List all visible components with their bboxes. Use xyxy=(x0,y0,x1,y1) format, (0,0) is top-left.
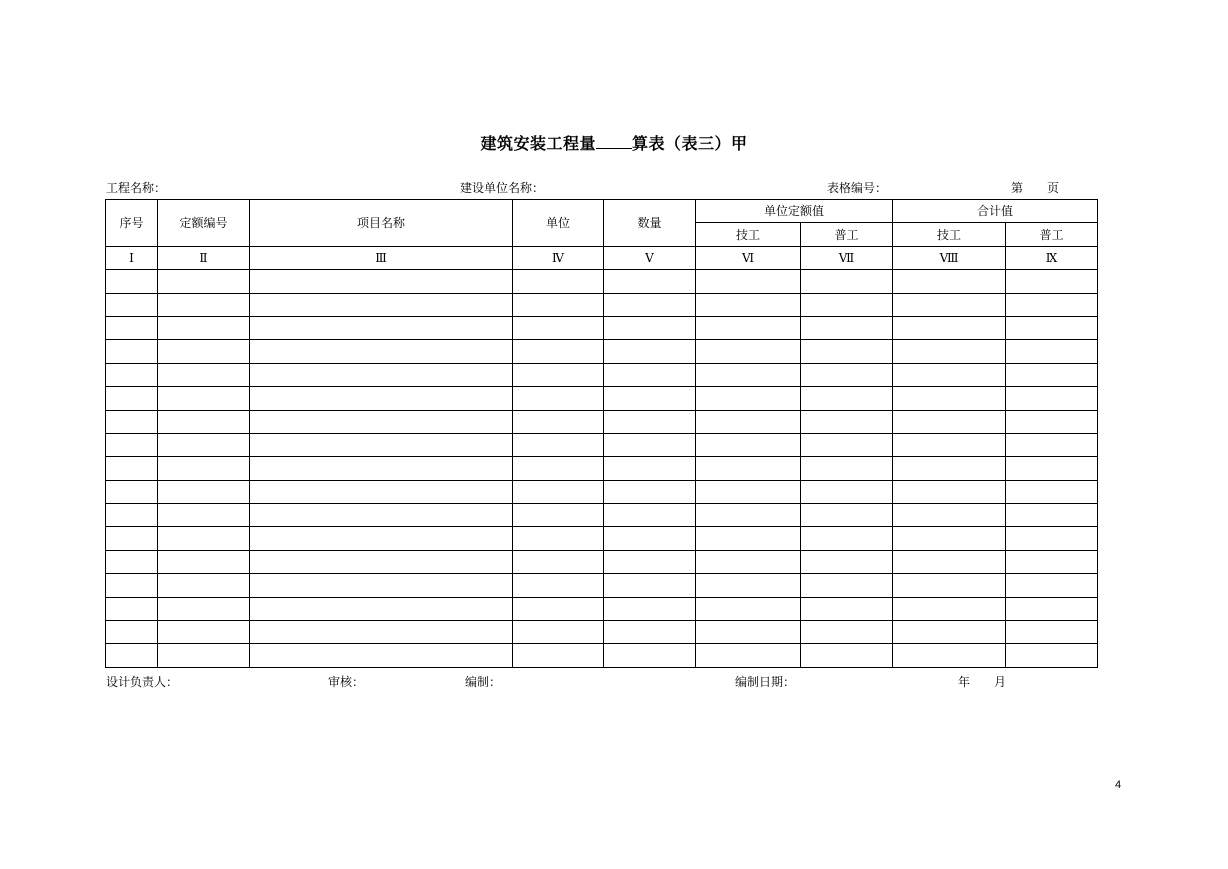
header-total-value: 合计值 xyxy=(893,200,1098,223)
table-cell[interactable] xyxy=(696,621,801,644)
table-cell[interactable] xyxy=(250,363,513,386)
table-row xyxy=(106,527,1098,550)
table-cell[interactable] xyxy=(158,316,250,339)
table-cell[interactable] xyxy=(1006,410,1098,433)
table-cell[interactable] xyxy=(250,457,513,480)
table-row xyxy=(106,410,1098,433)
table-row xyxy=(106,550,1098,573)
table-cell[interactable] xyxy=(1006,387,1098,410)
table-cell[interactable] xyxy=(1006,644,1098,667)
table-cell[interactable] xyxy=(893,457,1006,480)
table-cell[interactable] xyxy=(696,597,801,620)
table-cell[interactable] xyxy=(893,597,1006,620)
table-cell[interactable] xyxy=(1006,504,1098,527)
header-unit-skilled: 技工 xyxy=(696,223,801,246)
table-cell[interactable] xyxy=(801,433,893,456)
table-cell[interactable] xyxy=(158,363,250,386)
roman-cell-2: Ⅱ xyxy=(158,246,250,269)
header-unit: 单位 xyxy=(513,200,604,247)
table-cell[interactable] xyxy=(893,270,1006,293)
table-cell[interactable] xyxy=(1006,363,1098,386)
table-row xyxy=(106,574,1098,597)
form-title xyxy=(0,131,1228,154)
table-cell[interactable] xyxy=(1006,621,1098,644)
header-quantity: 数量 xyxy=(604,200,696,247)
table-row xyxy=(106,387,1098,410)
table-cell[interactable] xyxy=(1006,457,1098,480)
table-cell[interactable] xyxy=(893,433,1006,456)
table-row xyxy=(106,597,1098,620)
table-cell[interactable] xyxy=(106,644,158,667)
page-number: 4 xyxy=(1115,779,1122,791)
roman-cell-1: Ⅰ xyxy=(106,246,158,269)
table-cell[interactable] xyxy=(893,480,1006,503)
table-cell[interactable] xyxy=(604,457,696,480)
table-cell[interactable] xyxy=(893,340,1006,363)
table-cell[interactable] xyxy=(1006,574,1098,597)
table-cell[interactable] xyxy=(893,363,1006,386)
table-cell[interactable] xyxy=(893,410,1006,433)
table-cell[interactable] xyxy=(158,270,250,293)
table-cell[interactable] xyxy=(1006,340,1098,363)
table-cell[interactable] xyxy=(604,433,696,456)
table-cell[interactable] xyxy=(801,270,893,293)
table-cell[interactable] xyxy=(801,597,893,620)
table-body xyxy=(106,200,1098,668)
table-cell[interactable] xyxy=(801,550,893,573)
table-cell[interactable] xyxy=(250,527,513,550)
table-cell[interactable] xyxy=(801,504,893,527)
table-cell[interactable] xyxy=(696,574,801,597)
table-cell[interactable] xyxy=(893,527,1006,550)
table-cell[interactable] xyxy=(801,316,893,339)
table-cell[interactable] xyxy=(604,480,696,503)
table-cell[interactable] xyxy=(696,340,801,363)
header-quota-number: 定额编号 xyxy=(158,200,250,247)
table-cell[interactable] xyxy=(158,387,250,410)
table-cell[interactable] xyxy=(106,550,158,573)
table-cell[interactable] xyxy=(250,597,513,620)
table-cell[interactable] xyxy=(893,550,1006,573)
table-cell[interactable] xyxy=(1006,433,1098,456)
roman-cell-8: Ⅷ xyxy=(893,246,1006,269)
table-cell[interactable] xyxy=(513,410,604,433)
table-cell[interactable] xyxy=(801,293,893,316)
header-total-skilled: 技工 xyxy=(893,223,1006,246)
table-row xyxy=(106,644,1098,667)
table-cell[interactable] xyxy=(158,574,250,597)
table-cell[interactable] xyxy=(801,621,893,644)
table-row xyxy=(106,293,1098,316)
table-cell[interactable] xyxy=(696,527,801,550)
table-cell[interactable] xyxy=(513,550,604,573)
table-cell[interactable] xyxy=(1006,480,1098,503)
quantity-estimate-table xyxy=(105,199,1098,668)
table-cell[interactable] xyxy=(513,597,604,620)
table-cell[interactable] xyxy=(106,457,158,480)
table-cell[interactable] xyxy=(604,387,696,410)
table-cell[interactable] xyxy=(106,293,158,316)
table-cell[interactable] xyxy=(250,504,513,527)
roman-cell-5: Ⅴ xyxy=(604,246,696,269)
table-cell[interactable] xyxy=(801,387,893,410)
table-cell[interactable] xyxy=(106,270,158,293)
table-row xyxy=(106,270,1098,293)
table-cell[interactable] xyxy=(604,597,696,620)
table-cell[interactable] xyxy=(604,621,696,644)
table-cell[interactable] xyxy=(604,410,696,433)
table-cell[interactable] xyxy=(604,270,696,293)
table-cell[interactable] xyxy=(513,527,604,550)
header-item-name: 项目名称 xyxy=(250,200,513,247)
roman-cell-4: Ⅳ xyxy=(513,246,604,269)
table-cell[interactable] xyxy=(893,621,1006,644)
table-cell[interactable] xyxy=(513,340,604,363)
table-cell[interactable] xyxy=(250,621,513,644)
table-cell[interactable] xyxy=(696,363,801,386)
table-cell[interactable] xyxy=(513,644,604,667)
table-cell[interactable] xyxy=(696,316,801,339)
table-cell[interactable] xyxy=(893,644,1006,667)
table-row xyxy=(106,457,1098,480)
table-cell[interactable] xyxy=(250,293,513,316)
roman-cell-3: Ⅲ xyxy=(250,246,513,269)
table-cell[interactable] xyxy=(696,293,801,316)
project-name-label: 工程名称： xyxy=(106,181,167,195)
table-cell[interactable] xyxy=(696,457,801,480)
table-cell[interactable] xyxy=(106,504,158,527)
table-cell[interactable] xyxy=(604,644,696,667)
table-cell[interactable] xyxy=(513,574,604,597)
table-cell[interactable] xyxy=(158,410,250,433)
table-cell[interactable] xyxy=(106,597,158,620)
table-cell[interactable] xyxy=(513,316,604,339)
table-cell[interactable] xyxy=(158,527,250,550)
table-cell[interactable] xyxy=(513,270,604,293)
table-cell[interactable] xyxy=(250,480,513,503)
table-cell[interactable] xyxy=(696,270,801,293)
title-blank-line xyxy=(596,134,632,149)
table-cell[interactable] xyxy=(250,316,513,339)
table-cell[interactable] xyxy=(696,504,801,527)
table-cell[interactable] xyxy=(604,363,696,386)
compiler-label: 编制： xyxy=(465,675,502,689)
header-seq: 序号 xyxy=(106,200,158,247)
title-suffix: 算表（表三）甲 xyxy=(632,134,748,153)
table-cell[interactable] xyxy=(801,363,893,386)
table-cell[interactable] xyxy=(513,293,604,316)
table-cell[interactable] xyxy=(696,433,801,456)
table-cell[interactable] xyxy=(801,527,893,550)
table-cell[interactable] xyxy=(106,527,158,550)
table-cell[interactable] xyxy=(106,621,158,644)
table-cell[interactable] xyxy=(801,410,893,433)
table-cell[interactable] xyxy=(604,316,696,339)
table-cell[interactable] xyxy=(1006,316,1098,339)
table-cell[interactable] xyxy=(158,433,250,456)
table-cell[interactable] xyxy=(893,316,1006,339)
compile-date-label: 编制日期： xyxy=(735,675,796,689)
table-cell[interactable] xyxy=(513,363,604,386)
table-cell[interactable] xyxy=(801,574,893,597)
roman-cell-7: Ⅶ xyxy=(801,246,893,269)
table-cell[interactable] xyxy=(250,340,513,363)
table-row xyxy=(106,316,1098,339)
table-cell[interactable] xyxy=(158,597,250,620)
header-total-general: 普工 xyxy=(1006,223,1098,246)
table-cell[interactable] xyxy=(250,644,513,667)
table-cell[interactable] xyxy=(696,387,801,410)
year-month-label: 年 月 xyxy=(958,675,1007,689)
table-cell[interactable] xyxy=(604,527,696,550)
table-cell[interactable] xyxy=(696,410,801,433)
header-row-1 xyxy=(106,200,1098,223)
table-cell[interactable] xyxy=(801,457,893,480)
table-cell[interactable] xyxy=(893,387,1006,410)
table-cell[interactable] xyxy=(893,293,1006,316)
table-cell[interactable] xyxy=(513,387,604,410)
table-cell[interactable] xyxy=(696,480,801,503)
reviewer-label: 审核： xyxy=(328,675,365,689)
table-row xyxy=(106,340,1098,363)
table-cell[interactable] xyxy=(250,387,513,410)
table-cell[interactable] xyxy=(158,550,250,573)
table-cell[interactable] xyxy=(1006,550,1098,573)
table-cell[interactable] xyxy=(106,363,158,386)
table-cell[interactable] xyxy=(696,550,801,573)
table-cell[interactable] xyxy=(1006,293,1098,316)
table-cell[interactable] xyxy=(106,480,158,503)
table-cell[interactable] xyxy=(513,457,604,480)
table-cell[interactable] xyxy=(513,504,604,527)
table-cell[interactable] xyxy=(158,293,250,316)
table-cell[interactable] xyxy=(1006,527,1098,550)
table-cell[interactable] xyxy=(158,621,250,644)
header-unit-quota-value: 单位定额值 xyxy=(696,200,893,223)
table-cell[interactable] xyxy=(604,293,696,316)
table-cell[interactable] xyxy=(106,340,158,363)
table-cell[interactable] xyxy=(696,644,801,667)
table-cell[interactable] xyxy=(106,574,158,597)
table-cell[interactable] xyxy=(106,387,158,410)
table-cell[interactable] xyxy=(106,433,158,456)
form-number-label: 表格编号： xyxy=(827,181,888,195)
table-row xyxy=(106,621,1098,644)
table-cell[interactable] xyxy=(513,433,604,456)
builder-name-label: 建设单位名称： xyxy=(460,181,545,195)
roman-numeral-row xyxy=(106,246,1098,269)
title-prefix: 建筑安装工程量 xyxy=(480,134,596,153)
table-cell[interactable] xyxy=(1006,597,1098,620)
designer-label: 设计负责人： xyxy=(106,675,179,689)
table-cell[interactable] xyxy=(801,340,893,363)
table-cell[interactable] xyxy=(604,574,696,597)
table-row xyxy=(106,433,1098,456)
table-cell[interactable] xyxy=(604,340,696,363)
table-cell[interactable] xyxy=(893,574,1006,597)
table-cell[interactable] xyxy=(604,504,696,527)
table-cell[interactable] xyxy=(158,340,250,363)
header-unit-general: 普工 xyxy=(801,223,893,246)
table-cell[interactable] xyxy=(1006,270,1098,293)
table-cell[interactable] xyxy=(106,316,158,339)
table-cell[interactable] xyxy=(801,480,893,503)
table-row xyxy=(106,363,1098,386)
table-cell[interactable] xyxy=(250,270,513,293)
table-cell[interactable] xyxy=(604,550,696,573)
table-cell[interactable] xyxy=(106,410,158,433)
roman-cell-6: Ⅵ xyxy=(696,246,801,269)
table-cell[interactable] xyxy=(250,410,513,433)
table-cell[interactable] xyxy=(250,574,513,597)
table-cell[interactable] xyxy=(250,550,513,573)
table-cell[interactable] xyxy=(513,621,604,644)
page-label: 第 页 xyxy=(1011,181,1060,195)
table-row xyxy=(106,504,1098,527)
table-cell[interactable] xyxy=(158,644,250,667)
table-row xyxy=(106,480,1098,503)
table-cell[interactable] xyxy=(801,644,893,667)
table-cell[interactable] xyxy=(513,480,604,503)
table-cell[interactable] xyxy=(158,457,250,480)
table-cell[interactable] xyxy=(158,504,250,527)
table-cell[interactable] xyxy=(893,504,1006,527)
table-cell[interactable] xyxy=(158,480,250,503)
roman-cell-9: Ⅸ xyxy=(1006,246,1098,269)
table-cell[interactable] xyxy=(250,433,513,456)
